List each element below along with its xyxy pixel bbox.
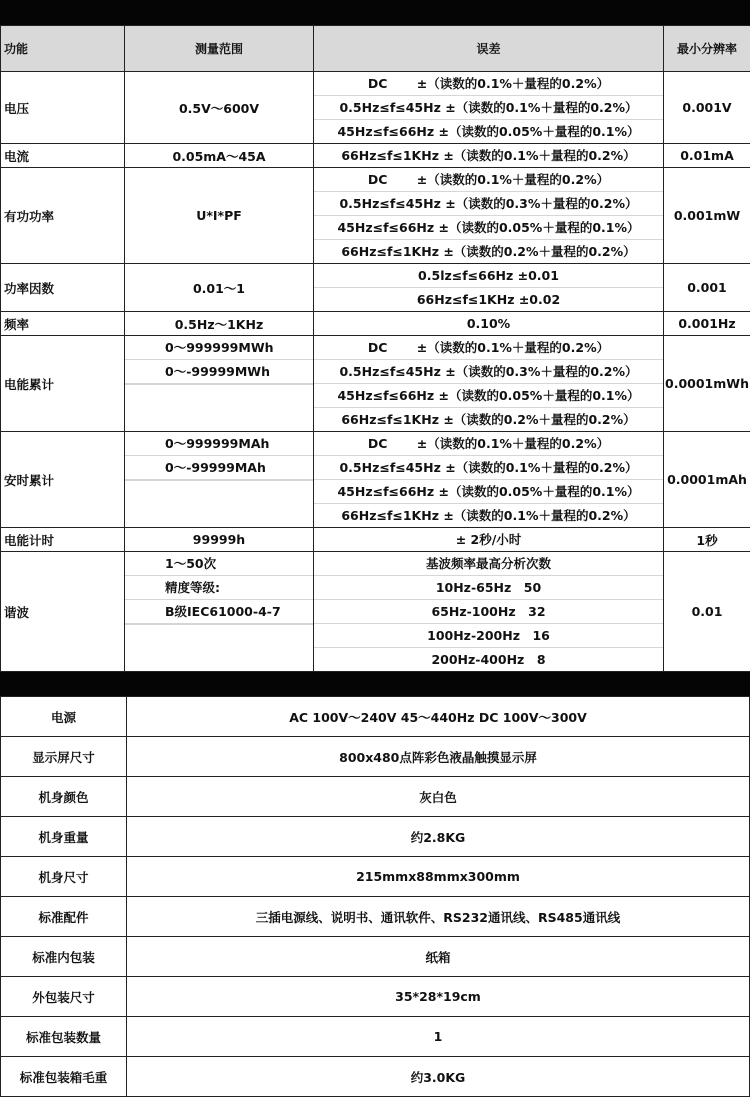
- error-line: 0.5Hz≤f≤45Hz ±（读数的0.1%＋量程的0.2%）: [314, 455, 663, 479]
- range-cell: [125, 336, 314, 432]
- error-line: 45Hz≤f≤66Hz ±（读数的0.05%＋量程的0.1%）: [314, 119, 663, 143]
- range-line: [125, 624, 313, 625]
- general-label: 标准包装箱毛重: [1, 1057, 127, 1097]
- function-name: 电能计时: [1, 528, 125, 552]
- resolution-cell: 0.001Hz: [664, 312, 750, 336]
- error-cell: [314, 432, 664, 528]
- range-cell: 0.01～1: [125, 264, 314, 312]
- general-label: 电源: [1, 697, 127, 737]
- general-row: [1, 857, 750, 897]
- resolution-cell: 1秒: [664, 528, 750, 552]
- general-label: 标准配件: [1, 897, 127, 937]
- error-line: ± 2秒/小时: [455, 532, 522, 547]
- resolution-cell: 0.001mW: [664, 168, 750, 264]
- spec-row: [1, 168, 750, 264]
- general-row: [1, 697, 750, 737]
- spec-row: [1, 336, 750, 432]
- range-cell: 0.5V～600V: [125, 72, 314, 144]
- range-line: 0～-99999MAh: [125, 455, 313, 479]
- error-cell: [314, 264, 664, 312]
- general-value: AC 100V～240V 45～440Hz DC 100V～300V: [127, 697, 750, 737]
- range-line: B级IEC61000-4-7: [125, 599, 313, 623]
- error-line: 66Hz≤f≤1KHz ±（读数的0.1%＋量程的0.2%）: [341, 148, 636, 163]
- error-line: 10Hz-65Hz 50: [314, 575, 663, 599]
- range-line: 精度等级:: [125, 575, 313, 599]
- header-function: 功能: [1, 26, 125, 72]
- general-value: 800x480点阵彩色液晶触摸显示屏: [127, 737, 750, 777]
- general-row: [1, 737, 750, 777]
- top-black-bar: [0, 0, 750, 25]
- error-line: 0.10%: [466, 316, 511, 331]
- header-error: 误差: [314, 26, 664, 72]
- range-line: [125, 384, 313, 385]
- resolution-cell: 0.01: [664, 552, 750, 672]
- function-name: 功率因数: [1, 264, 125, 312]
- function-name: 电能累计: [1, 336, 125, 432]
- resolution-cell: 0.001V: [664, 72, 750, 144]
- error-cell: [314, 312, 664, 336]
- error-line: DC ±（读数的0.1%＋量程的0.2%）: [367, 340, 610, 355]
- range-line: 0～-99999MWh: [125, 359, 313, 383]
- general-value: 35*28*19cm: [127, 977, 750, 1017]
- spec-body: [1, 72, 750, 672]
- resolution-cell: 0.0001mAh: [664, 432, 750, 528]
- general-row: [1, 977, 750, 1017]
- function-name: 频率: [1, 312, 125, 336]
- range-cell: [125, 552, 314, 672]
- header-resolution: 最小分辨率: [664, 26, 750, 72]
- error-cell: [314, 528, 664, 552]
- resolution-cell: 0.01mA: [664, 144, 750, 168]
- general-label: 机身重量: [1, 817, 127, 857]
- range-cell: U*I*PF: [125, 168, 314, 264]
- general-row: [1, 1057, 750, 1097]
- resolution-cell: 0.0001mWh: [664, 336, 750, 432]
- spec-row: [1, 552, 750, 672]
- error-line: 45Hz≤f≤66Hz ±（读数的0.05%＋量程的0.1%）: [314, 215, 663, 239]
- error-line: 66Hz≤f≤1KHz ±（读数的0.1%＋量程的0.2%）: [314, 503, 663, 527]
- error-line: 0.5Hz≤f≤45Hz ±（读数的0.3%＋量程的0.2%）: [314, 359, 663, 383]
- error-line: 200Hz-400Hz 8: [314, 647, 663, 671]
- general-value: 1: [127, 1017, 750, 1057]
- general-value: 约3.0KG: [127, 1057, 750, 1097]
- spec-row: [1, 528, 750, 552]
- general-label: 标准内包装: [1, 937, 127, 977]
- error-line: DC ±（读数的0.1%＋量程的0.2%）: [367, 436, 610, 451]
- general-spec-table: [0, 696, 750, 1097]
- error-line: 0.5lz≤f≤66Hz ±0.01: [418, 268, 559, 283]
- general-row: [1, 777, 750, 817]
- range-cell: 0.05mA～45A: [125, 144, 314, 168]
- range-cell: [125, 432, 314, 528]
- function-name: 安时累计: [1, 432, 125, 528]
- range-line: 0～999999MAh: [165, 436, 270, 451]
- error-line: DC ±（读数的0.1%＋量程的0.2%）: [367, 172, 610, 187]
- general-label: 机身颜色: [1, 777, 127, 817]
- general-value: 灰白色: [127, 777, 750, 817]
- error-line: DC ±（读数的0.1%＋量程的0.2%）: [367, 76, 610, 91]
- general-value: 215mmx88mmx300mm: [127, 857, 750, 897]
- error-cell: [314, 144, 664, 168]
- error-line: 45Hz≤f≤66Hz ±（读数的0.05%＋量程的0.1%）: [314, 479, 663, 503]
- middle-black-bar: [0, 672, 750, 696]
- error-line: 66Hz≤f≤1KHz ±0.02: [314, 287, 663, 311]
- general-row: [1, 1017, 750, 1057]
- spec-row: [1, 144, 750, 168]
- general-value: 纸箱: [127, 937, 750, 977]
- spec-row: [1, 72, 750, 144]
- spec-header-row: [1, 26, 750, 72]
- error-line: 基波频率最高分析次数: [425, 556, 551, 571]
- general-row: [1, 937, 750, 977]
- range-line: 1～50次: [165, 556, 217, 571]
- general-label: 显示屏尺寸: [1, 737, 127, 777]
- general-value: 约2.8KG: [127, 817, 750, 857]
- spec-row: [1, 432, 750, 528]
- general-row: [1, 817, 750, 857]
- header-range: 测量范围: [125, 26, 314, 72]
- function-name: 谐波: [1, 552, 125, 672]
- error-cell: [314, 168, 664, 264]
- error-line: 0.5Hz≤f≤45Hz ±（读数的0.1%＋量程的0.2%）: [314, 95, 663, 119]
- general-label: 标准包装数量: [1, 1017, 127, 1057]
- general-value: 三插电源线、说明书、通讯软件、RS232通讯线、RS485通讯线: [127, 897, 750, 937]
- error-cell: [314, 336, 664, 432]
- range-line: 0～999999MWh: [165, 340, 274, 355]
- function-name: 电流: [1, 144, 125, 168]
- error-line: 45Hz≤f≤66Hz ±（读数的0.05%＋量程的0.1%）: [314, 383, 663, 407]
- error-line: 66Hz≤f≤1KHz ±（读数的0.2%＋量程的0.2%）: [314, 407, 663, 431]
- error-line: 65Hz-100Hz 32: [314, 599, 663, 623]
- general-label: 机身尺寸: [1, 857, 127, 897]
- error-cell: [314, 552, 664, 672]
- general-row: [1, 897, 750, 937]
- function-name: 有功功率: [1, 168, 125, 264]
- error-line: 66Hz≤f≤1KHz ±（读数的0.2%＋量程的0.2%）: [314, 239, 663, 263]
- measurement-spec-table: [0, 25, 750, 672]
- range-cell: 0.5Hz～1KHz: [125, 312, 314, 336]
- resolution-cell: 0.001: [664, 264, 750, 312]
- spec-row: [1, 312, 750, 336]
- spec-row: [1, 264, 750, 312]
- error-line: 100Hz-200Hz 16: [314, 623, 663, 647]
- error-cell: [314, 72, 664, 144]
- error-line: 0.5Hz≤f≤45Hz ±（读数的0.3%＋量程的0.2%）: [314, 191, 663, 215]
- general-label: 外包装尺寸: [1, 977, 127, 1017]
- range-line: [125, 480, 313, 481]
- function-name: 电压: [1, 72, 125, 144]
- range-cell: 99999h: [125, 528, 314, 552]
